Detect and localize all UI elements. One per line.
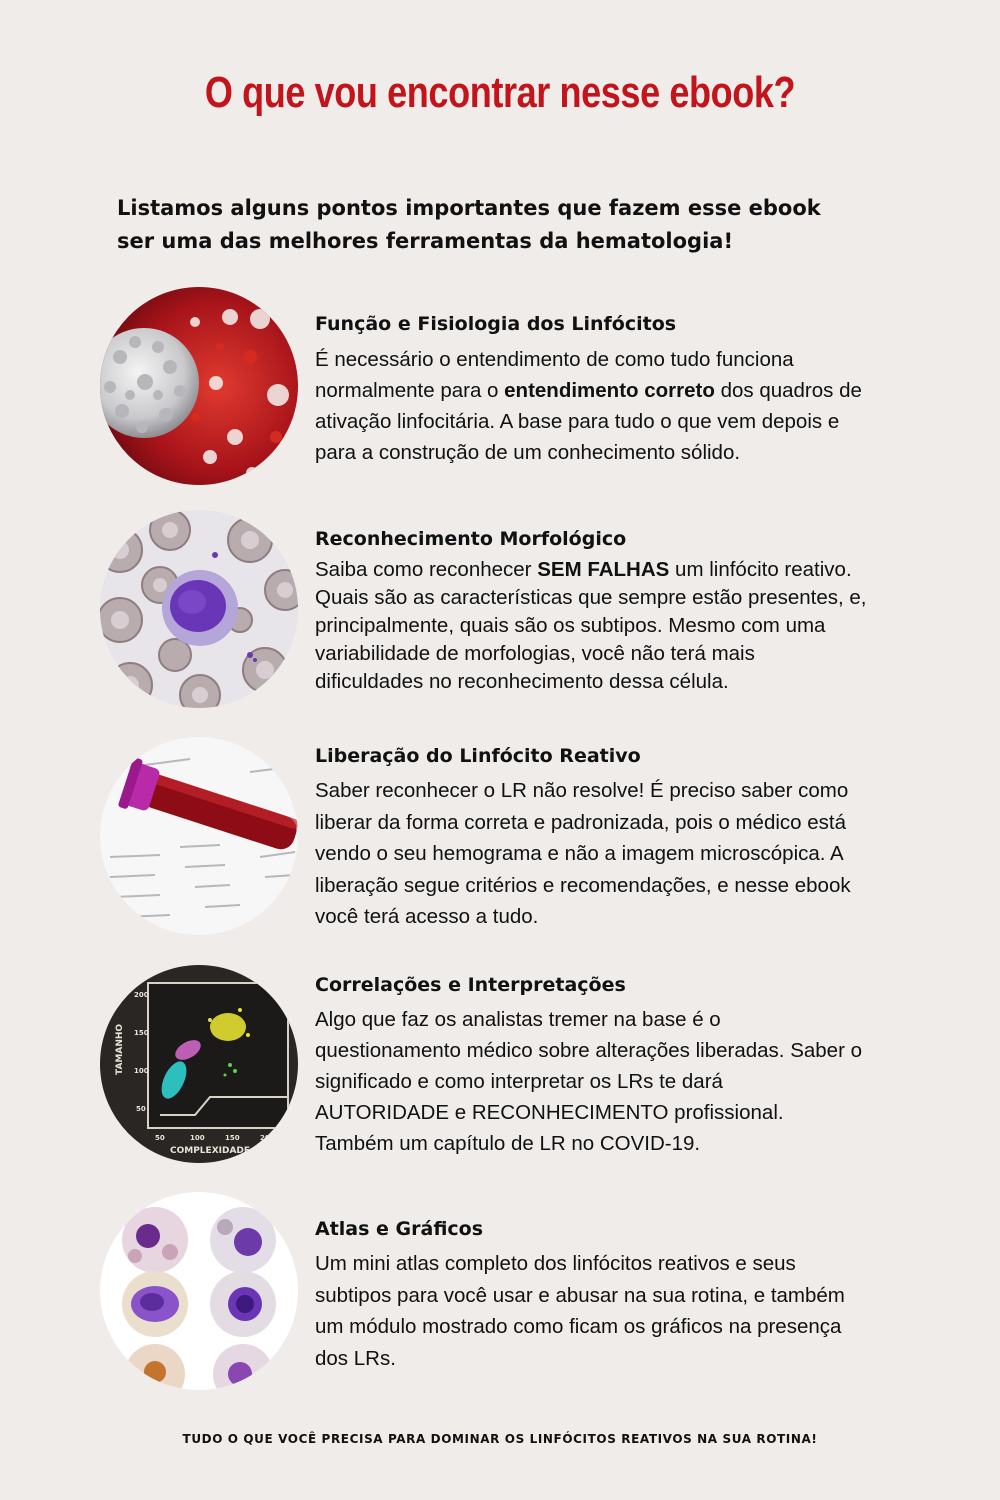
body-line: liberar da forma correta e padronizada, pois o médico está [315, 810, 847, 834]
cell-atlas-grid-icon [100, 1192, 298, 1390]
body-line: variabilidade de morfologias, você não terá mais [315, 642, 755, 665]
body-line: subtipos para você usar e abusar na sua rotina, e também [315, 1283, 845, 1307]
y-axis-label: TAMANHO [115, 1023, 125, 1075]
body-line: dos LRs. [315, 1346, 396, 1370]
x-tick: 50 [155, 1134, 165, 1142]
item-description [315, 1004, 915, 1159]
x-tick: 150 [225, 1134, 240, 1142]
body-line: ativação linfocitária. A base para tudo o que vem depois e [315, 410, 840, 433]
x-tick: 200 [260, 1134, 275, 1142]
intro-line-2: ser uma das melhores ferramentas da hematologia! [117, 229, 734, 253]
page-title: O que vou encontrar nesse ebook? [204, 68, 796, 117]
body-line: questionamento médico sobre alterações liberadas. Saber o [315, 1039, 862, 1062]
item-title: Atlas e Gráficos [315, 1218, 484, 1240]
item-description [315, 775, 915, 933]
blood-smear-micrograph-icon [100, 510, 298, 708]
item-description [315, 556, 915, 696]
blood-tube-report-icon [100, 737, 298, 935]
body-line: AUTORIDADE e RECONHECIMENTO profissional. [315, 1101, 784, 1124]
y-tick: 200 [134, 991, 149, 999]
body-line: Um mini atlas completo dos linfócitos reativos e seus [315, 1252, 796, 1275]
body-line: significado e como interpretar os LRs te dará [315, 1070, 723, 1093]
item-description [315, 344, 915, 468]
y-tick: 50 [136, 1105, 146, 1113]
body-line: Saiba como reconhecer SEM FALHAS um linfócito reativo. [315, 558, 852, 581]
body-line: você terá acesso a tudo. [315, 905, 539, 928]
body-line: Saber reconhecer o LR não resolve! É preciso saber como [315, 779, 849, 802]
lymphocyte-3d-illustration-icon [100, 287, 298, 485]
item-title: Correlações e Interpretações [315, 974, 626, 996]
body-line: liberação segue critérios e recomendações, e nesse ebook [315, 873, 851, 897]
body-line: um módulo mostrado como ficam os gráficos na presença [315, 1315, 842, 1338]
body-line: Algo que faz os analistas tremer na base é o [315, 1008, 721, 1031]
footer-tagline: TUDO O QUE VOCÊ PRECISA PARA DOMINAR OS LINFÓCITOS REATIVOS NA SUA ROTINA! [182, 1432, 818, 1446]
intro-text [117, 192, 877, 258]
scatter-plot-icon [100, 965, 298, 1163]
body-line: principalmente, quais são os subtipos. Mesmo com uma [315, 614, 826, 637]
y-tick: 150 [134, 1029, 149, 1037]
body-line: vendo o seu hemograma e não a imagem microscópica. A [315, 842, 844, 865]
body-line: dificuldades no reconhecimento dessa célula. [315, 670, 729, 693]
body-line: É necessário o entendimento de como tudo funciona [315, 348, 794, 371]
body-line: normalmente para o entendimento correto dos quadros de [315, 379, 862, 402]
item-title: Liberação do Linfócito Reativo [315, 745, 641, 767]
body-line: para a construção de um conhecimento sólido. [315, 441, 741, 464]
body-line: Quais são as características que sempre estão presentes, e, [315, 586, 867, 609]
x-axis-label: COMPLEXIDADE [170, 1146, 251, 1156]
body-line: Também um capítulo de LR no COVID-19. [315, 1132, 701, 1155]
item-description [315, 1248, 915, 1374]
item-title: Reconhecimento Morfológico [315, 528, 627, 550]
item-title: Função e Fisiologia dos Linfócitos [315, 313, 677, 335]
intro-line-1: Listamos alguns pontos importantes que fazem esse ebook [117, 196, 821, 220]
x-tick: 100 [190, 1134, 205, 1142]
y-tick: 100 [134, 1067, 149, 1075]
